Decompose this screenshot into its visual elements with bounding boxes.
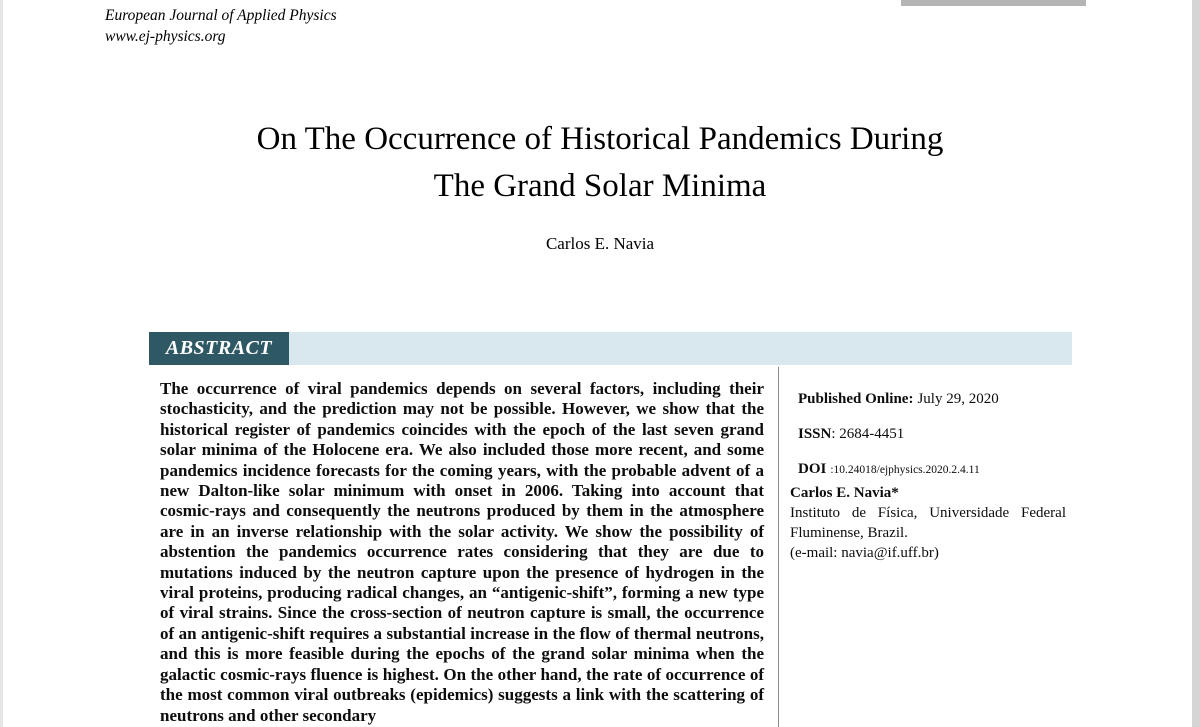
title-line-1: On The Occurrence of Historical Pandemics During xyxy=(256,121,944,157)
affiliation-line-1: Instituto de Física, Universidade Federal xyxy=(790,505,1066,521)
doi-value: :10.24018/ejphysics.2020.2.4.11 xyxy=(830,464,980,476)
published-online-line xyxy=(798,389,1066,409)
doi-line xyxy=(798,459,1066,480)
affiliation-line-2: Fluminense, Brazil. xyxy=(790,525,908,541)
author-name: Carlos E. Navia* xyxy=(790,485,899,501)
title-line-2: The Grand Solar Minima xyxy=(433,168,767,204)
published-online-value: July 29, 2020 xyxy=(917,391,999,407)
abstract-text: The occurrence of viral pandemics depends on several factors, including their stochasticity, and the prediction may not be possible. However, we show that the historical register of pandemics coincides with the epoch of the last seven grand solar minima of the Holocene era. We also included those more recent, and some pandemics incidence forecasts for the coming years, with the probable advent of a new Dalton-like solar minimum with onset in 2006. Taking into account that cosmic-rays and consequently the neutrons produced by them in the atmosphere are in an inverse relationship with the solar activity. We show the possibility of abstention the pandemics occurrence rates considering that they are due to mutations induced by the neutron capture upon the presence of hydrogen in the viral proteins, producing radical changes, an “antigenic-shift”, forming a new type of viral strains. Since the cross-section of neutron capture is small, the occurrence of an antigenic-shift requires a substantial increase in the flow of thermal neutrons, and this is more feasible during the epochs of the grand solar minima when the galactic cosmic-rays fluence is highest. On the other hand, the rate of occurrence of the most common viral outbreaks (epidemics) suggests a link with the scattering of neutrons and other secondary xyxy=(160,379,764,725)
page-title xyxy=(0,116,1200,210)
top-cropped-bar xyxy=(901,0,1086,6)
journal-url: www.ej-physics.org xyxy=(105,28,226,45)
article-meta-column xyxy=(790,389,1066,563)
issn-line xyxy=(798,424,1066,444)
author-email: (e-mail: navia@if.uff.br) xyxy=(790,545,939,561)
abstract-label: ABSTRACT xyxy=(149,332,289,365)
issn-value: : 2684-4451 xyxy=(831,426,905,442)
journal-name: European Journal of Applied Physics xyxy=(105,7,337,24)
abstract-header-bar xyxy=(149,332,1072,365)
journal-header xyxy=(105,5,337,47)
published-online-label: Published Online: xyxy=(798,391,914,407)
issn-label: ISSN xyxy=(798,426,832,442)
abstract-bar-fill xyxy=(289,332,1072,365)
page-left-edge xyxy=(0,0,3,727)
author-block xyxy=(790,483,1066,563)
scrollbar[interactable] xyxy=(1192,0,1200,727)
doi-label: DOI xyxy=(798,461,827,477)
author-byline: Carlos E. Navia xyxy=(545,234,655,253)
column-divider xyxy=(778,367,779,727)
